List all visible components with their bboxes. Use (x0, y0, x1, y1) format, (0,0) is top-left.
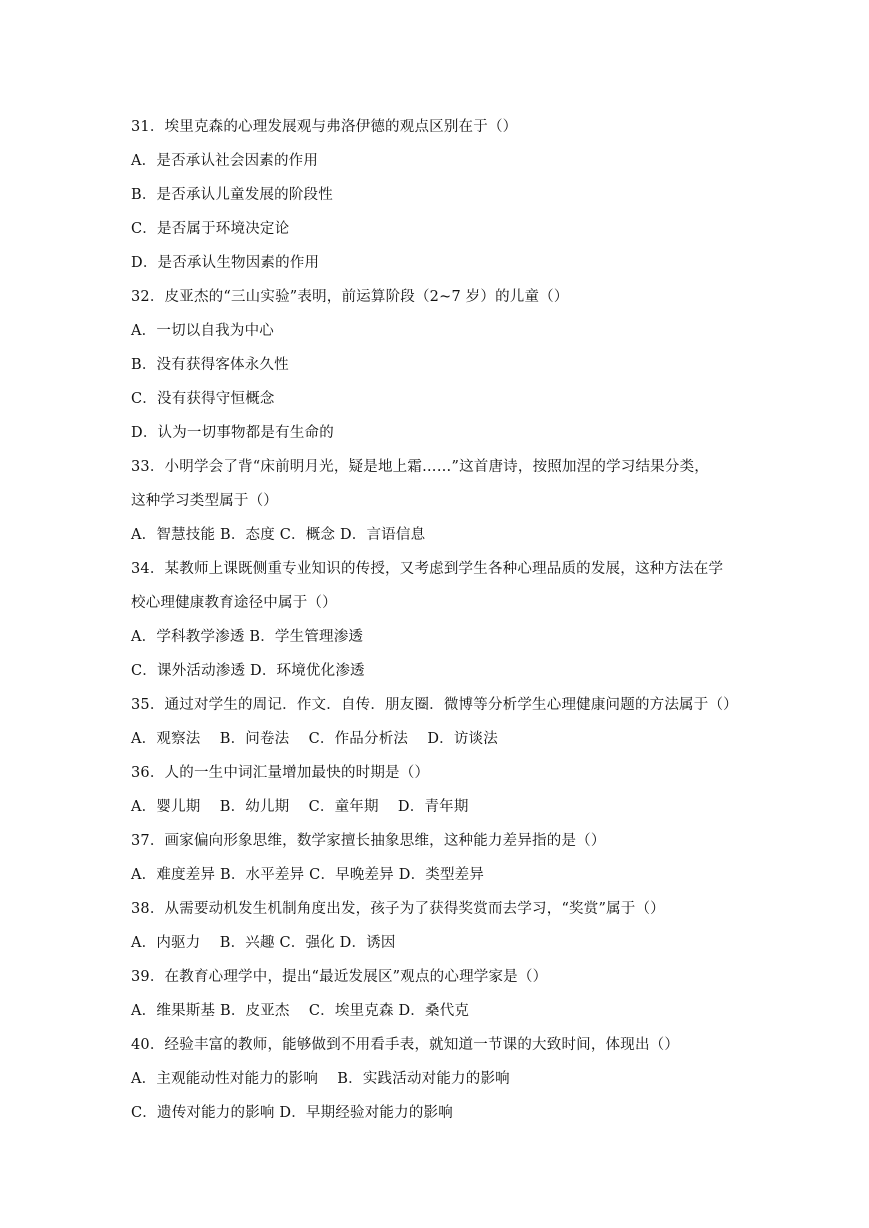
question-stem: 34．某教师上课既侧重专业知识的传授，又考虑到学生各种心理品质的发展，这种方法在学 (131, 561, 724, 577)
options-line: A．难度差异 B．水平差异 C．早晚差异 D．类型差异 (131, 867, 485, 883)
options-line: A．智慧技能 B．态度 C．概念 D．言语信息 (131, 527, 426, 543)
options-line-cd: C．课外活动渗透 D．环境优化渗透 (131, 663, 365, 679)
options-line: A．内驱力 B．兴趣 C．强化 D．诱因 (131, 935, 396, 951)
option-d: D．是否承认生物因素的作用 (131, 255, 320, 271)
option-b: B．是否承认儿童发展的阶段性 (131, 187, 333, 203)
options-line: A．观察法 B．问卷法 C．作品分析法 D．访谈法 (131, 731, 498, 747)
options-line-cd: C．遗传对能力的影响 D．早期经验对能力的影响 (131, 1105, 453, 1121)
question-38 (131, 892, 741, 960)
question-stem: 40．经验丰富的教师，能够做到不用看手表，就知道一节课的大致时间，体现出（） (131, 1037, 680, 1053)
option-c: C．没有获得守恒概念 (131, 391, 275, 407)
options-line: A．婴儿期 B．幼儿期 C．童年期 D．青年期 (131, 799, 469, 815)
question-33 (131, 450, 741, 552)
option-d: D．认为一切事物都是有生命的 (131, 425, 334, 441)
question-stem: 31．埃里克森的心理发展观与弗洛伊德的观点区别在于（） (131, 119, 518, 135)
question-stem: 36．人的一生中词汇量增加最快的时期是（） (131, 765, 430, 781)
question-34 (131, 552, 741, 688)
question-37 (131, 824, 741, 892)
exam-page (131, 110, 741, 1130)
question-stem-continued: 这种学习类型属于（） (131, 493, 278, 509)
question-stem: 32．皮亚杰的“三山实验”表明，前运算阶段（2~7 岁）的儿童（） (131, 289, 569, 305)
options-line-ab: A．学科教学渗透 B．学生管理渗透 (131, 629, 364, 645)
question-stem: 35．通过对学生的周记．作文．自传．朋友圈．微博等分析学生心理健康问题的方法属于（） (131, 697, 738, 713)
question-stem: 33．小明学会了背“床前明月光，疑是地上霜……”这首唐诗，按照加涅的学习结果分类， (131, 459, 709, 475)
option-a: A．是否承认社会因素的作用 (131, 153, 319, 169)
question-stem-continued: 校心理健康教育途径中属于（） (131, 595, 337, 611)
option-c: C．是否属于环境决定论 (131, 221, 290, 237)
question-39 (131, 960, 741, 1028)
question-35 (131, 688, 741, 756)
question-36 (131, 756, 741, 824)
question-40 (131, 1028, 741, 1130)
option-a: A．一切以自我为中心 (131, 323, 274, 339)
question-32 (131, 280, 741, 450)
question-stem: 37．画家偏向形象思维，数学家擅长抽象思维，这种能力差异指的是（） (131, 833, 606, 849)
question-31 (131, 110, 741, 280)
question-stem: 38．从需要动机发生机制角度出发，孩子为了获得奖赏而去学习，“奖赏”属于（） (131, 901, 665, 917)
options-line-ab: A．主观能动性对能力的影响 B．实践活动对能力的影响 (131, 1071, 510, 1087)
option-b: B．没有获得客体永久性 (131, 357, 289, 373)
question-stem: 39．在教育心理学中，提出“最近发展区”观点的心理学家是（） (131, 969, 548, 985)
options-line: A．维果斯基 B．皮亚杰 C．埃里克森 D．桑代克 (131, 1003, 470, 1019)
